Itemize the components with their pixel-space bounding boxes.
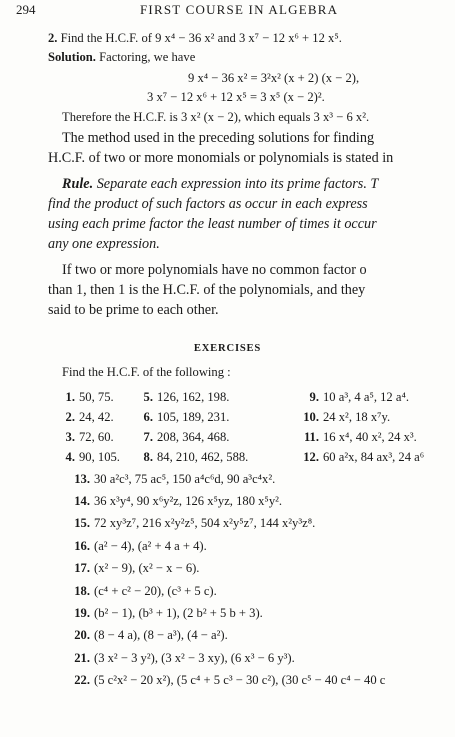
exercise-1: 1. 50, 75.: [65, 390, 114, 404]
exercise-2: 2. 24, 42.: [65, 410, 114, 424]
equation-2: 3 x⁷ − 12 x⁶ + 12 x⁵ = 3 x⁵ (x − 2)².: [147, 90, 325, 104]
prime-line-1: If two or more polynomials have no common factor o: [62, 262, 367, 278]
solution-conclusion: Therefore the H.C.F. is 3 x² (x − 2), which equals 3 x³ − 6 x².: [62, 110, 370, 124]
rule-line-2: find the product of such factors as occur in each express: [48, 196, 368, 212]
rule-line-1: Rule. Separate each expression into its prime factors. T: [62, 176, 379, 192]
exercise-18: 18. (c⁴ + c² − 20), (c³ + 5 c).: [74, 584, 217, 598]
exercise-21: 21. (3 x² − 3 y²), (3 x² − 3 xy), (6 x³ − 6 y³).: [74, 651, 295, 665]
exercises-instruction: Find the H.C.F. of the following :: [62, 365, 231, 379]
rule-line-4: any one expression.: [48, 236, 160, 252]
exercise-19: 19. (b² − 1), (b³ + 1), (2 b² + 5 b + 3).: [74, 606, 263, 620]
exercise-17: 17. (x² − 9), (x² − x − 6).: [74, 561, 200, 575]
example-problem: 2. Find the H.C.F. of 9 x⁴ − 36 x² and 3 x⁷ − 12 x⁶ + 12 x⁵.: [48, 31, 342, 45]
exercise-8: 8. 84, 210, 462, 588.: [143, 450, 249, 464]
exercise-10: 10. 24 x², 18 x⁷y.: [303, 410, 391, 424]
exercise-3: 3. 72, 60.: [65, 430, 114, 444]
exercise-20: 20. (8 − 4 a), (8 − a³), (4 − a²).: [74, 628, 228, 642]
equation-1: 9 x⁴ − 36 x² = 3²x² (x + 2) (x − 2),: [188, 71, 360, 85]
exercise-9: 9. 10 a³, 4 a⁵, 12 a⁴.: [309, 390, 409, 404]
method-line-1: The method used in the preceding solutions for finding: [62, 130, 375, 146]
method-line-2: H.C.F. of two or more monomials or polynomials is stated in: [48, 150, 394, 166]
prime-line-2: than 1, then 1 is the H.C.F. of the polynomials, and they: [48, 282, 366, 298]
exercise-7: 7. 208, 364, 468.: [143, 430, 230, 444]
page-number: 294: [16, 2, 36, 17]
exercise-11: 11. 16 x⁴, 40 x², 24 x³.: [303, 430, 417, 444]
exercise-14: 14. 36 x³y⁴, 90 x⁶y²z, 126 x⁵yz, 180 x⁵y².: [74, 494, 283, 508]
running-title: FIRST COURSE IN ALGEBRA: [140, 2, 339, 17]
exercise-22: 22. (5 c²x² − 20 x²), (5 c⁴ + 5 c³ − 30 c²), (30 c⁵ − 40 c⁴ − 40 c: [74, 673, 386, 687]
exercise-4: 4. 90, 105.: [65, 450, 120, 464]
prime-line-3: said to be prime to each other.: [48, 302, 219, 318]
exercise-12: 12. 60 a²x, 84 ax³, 24 a⁶: [303, 450, 425, 464]
exercise-15: 15. 72 xy³z⁷, 216 x²y²z⁵, 504 x²y⁵z⁷, 144 x²y³z⁸.: [74, 516, 316, 530]
rule-label: Rule.: [62, 176, 94, 192]
exercise-13: 13. 30 a²c³, 75 ac⁵, 150 a⁴c⁶d, 90 a³c⁴x².: [74, 472, 276, 486]
exercise-5: 5. 126, 162, 198.: [143, 390, 230, 404]
rule-line-3: using each prime factor the least number of times it occur: [48, 216, 377, 232]
exercises-heading: EXERCISES: [193, 343, 262, 354]
solution-line: Solution. Factoring, we have: [48, 50, 196, 64]
exercise-6: 6. 105, 189, 231.: [143, 410, 230, 424]
exercise-16: 16. (a² − 4), (a² + 4 a + 4).: [74, 539, 207, 553]
running-header: [16, 2, 455, 18]
